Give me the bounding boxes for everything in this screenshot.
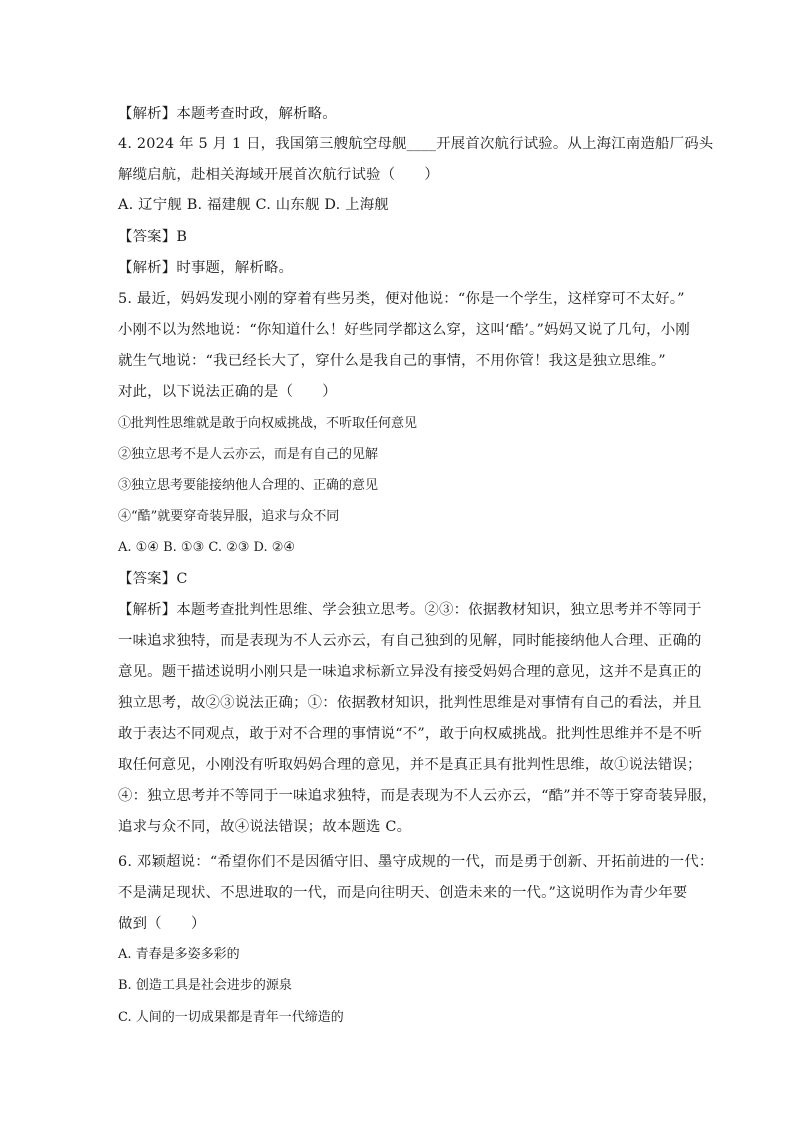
question-6-line-1: 6. 邓颖超说：“希望你们不是因循守旧、墨守成规的一代，而是勇于创新、开拓前进的一代： xyxy=(118,854,714,870)
analysis-q5-line-7: ④：独立思考并不等同于一味追求独特，而是表现为不人云亦云，“酷”并不等于穿奇装异服， xyxy=(118,788,717,804)
analysis-q5-line-2: 一味追求独特，而是表现为不人云亦云，有自己独到的见解，同时能接纳他人合理、正确的 xyxy=(118,633,702,649)
question-6-option-b: B. 创造工具是社会进步的源泉 xyxy=(118,978,292,993)
question-4-options: A. 辽宁舰 B. 福建舰 C. 山东舰 D. 上海舰 xyxy=(118,197,389,213)
analysis-q5-line-1: 【解析】本题考查批判性思维、学会独立思考。②③：依据教材知识，独立思考并不等同于 xyxy=(118,602,702,618)
question-6-option-c: C. 人间的一切成果都是青年一代缔造的 xyxy=(118,1010,344,1025)
question-5-line-4: 对此，以下说法正确的是（ ） xyxy=(118,384,337,400)
question-6-line-2: 不是满足现状、不思进取的一代，而是向往明天、创造未来的一代。”这说明作为青少年要 xyxy=(118,885,688,901)
question-6-line-3: 做到（ ） xyxy=(118,916,206,932)
question-4-line-2: 解缆启航，赴相关海域开展首次航行试验（ ） xyxy=(118,167,439,183)
question-4-line-1: 4. 2024 年 5 月 1 日，我国第三艘航空母舰____开展首次航行试验。从上海江南造船厂码头 xyxy=(118,136,714,152)
analysis-q5-line-3: 意见。题干描述说明小刚只是一味追求标新立异没有接受妈妈合理的意见，这并不是真正的 xyxy=(118,664,702,680)
analysis-q5-line-6: 取任何意见，小刚没有听取妈妈合理的意见，并不是真正具有批判性思维，故①说法错误； xyxy=(118,757,702,773)
statement-1: ①批判性思维就是敢于向权威挑战，不听取任何意见 xyxy=(118,416,418,431)
question-6-option-a: A. 青春是多姿多彩的 xyxy=(118,947,240,962)
analysis-q3: 【解析】本题考查时政，解析略。 xyxy=(118,106,337,122)
analysis-q4: 【解析】时事题，解析略。 xyxy=(118,260,294,276)
answer-q4: 【答案】B xyxy=(118,229,188,245)
question-5-options: A. ①④ B. ①③ C. ②③ D. ②④ xyxy=(118,540,296,555)
statement-2: ②独立思考不是人云亦云，而是有自己的见解 xyxy=(118,447,379,462)
answer-q5: 【答案】C xyxy=(118,571,188,587)
analysis-q5-line-5: 敢于表达不同观点，敢于对不合理的事情说“不”，敢于向权威挑战。批判性思维并不是不听 xyxy=(118,726,703,742)
analysis-q5-line-8: 追求与众不同，故④说法错误；故本题选 C。 xyxy=(118,819,412,835)
statement-3: ③独立思考要能接纳他人合理的、正确的意见 xyxy=(118,478,379,493)
question-5-line-3: 就生气地说：“我已经长大了，穿什么是我自己的事情，不用你管！我这是独立思维。” xyxy=(118,353,666,369)
analysis-q5-line-4: 独立思考，故②③说法正确；①：依据教材知识，批判性思维是对事情有自己的看法，并且 xyxy=(118,695,702,711)
question-5-line-2: 小刚不以为然地说：“你知道什么！好些同学都这么穿，这叫‘酷’。”妈妈又说了几句，小刚 xyxy=(118,322,690,338)
question-5-line-1: 5. 最近，妈妈发现小刚的穿着有些另类，便对他说：“你是一个学生，这样穿可不太好。” xyxy=(118,291,685,307)
statement-4: ④“酷”就要穿奇装异服，追求与众不同 xyxy=(118,509,340,524)
